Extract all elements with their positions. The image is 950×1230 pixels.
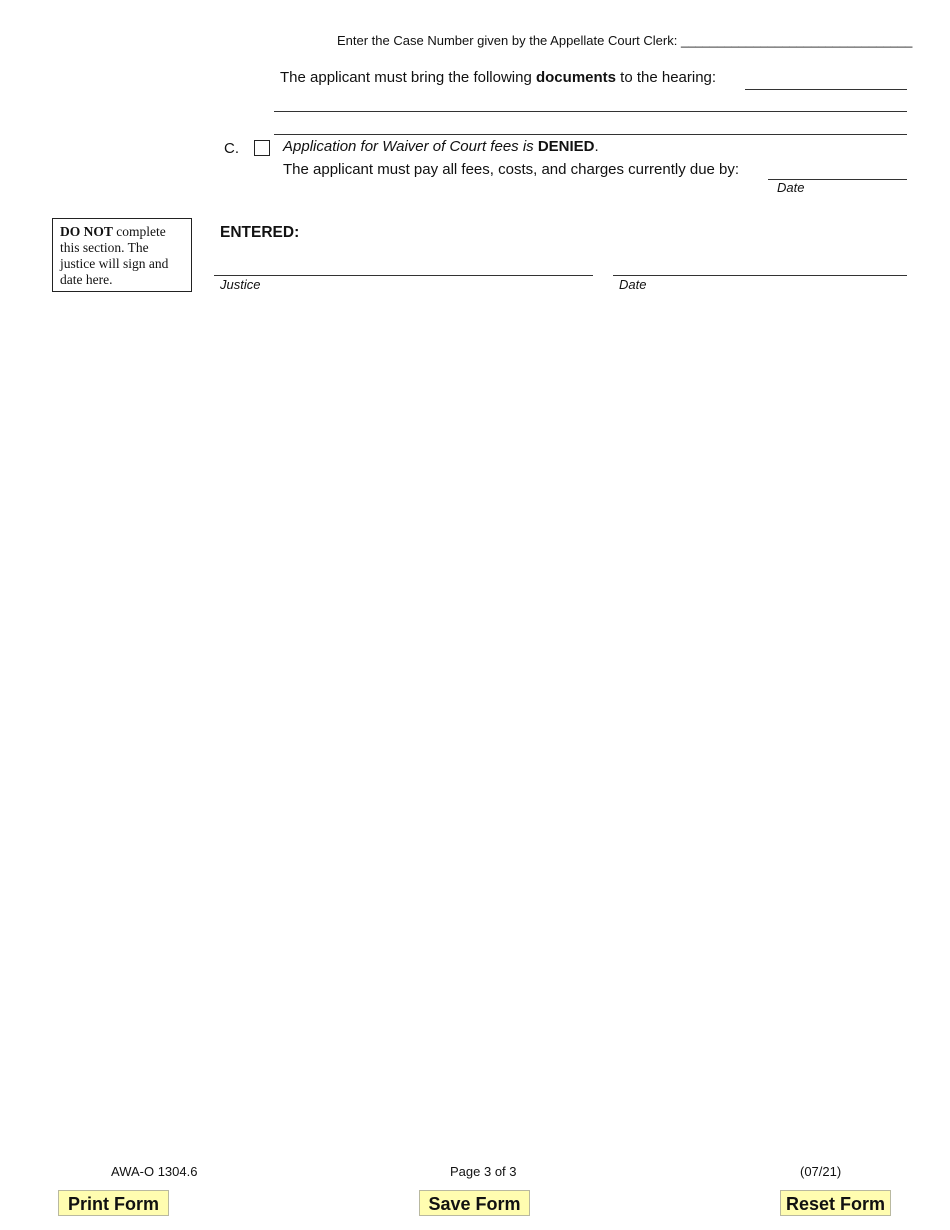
do-not-complete-note bbox=[52, 218, 192, 292]
section-c-letter: C. bbox=[224, 140, 239, 157]
documents-field-line-1[interactable] bbox=[745, 89, 907, 90]
pay-instruction: The applicant must pay all fees, costs, and charges currently due by: bbox=[283, 161, 740, 178]
form-code: AWA-O 1304.6 bbox=[111, 1164, 198, 1179]
note-bold: DO NOT bbox=[60, 224, 113, 239]
denied-statement bbox=[283, 138, 599, 155]
denied-checkbox[interactable] bbox=[254, 140, 270, 156]
entered-date-line[interactable] bbox=[613, 275, 907, 276]
denied-bold-text: DENIED bbox=[537, 138, 595, 155]
case-number-label: Enter the Case Number given by the Appellate Court Clerk: bbox=[337, 33, 678, 48]
documents-instruction bbox=[280, 69, 716, 86]
reset-form-button[interactable]: Reset Form bbox=[780, 1190, 891, 1216]
justice-signature-line[interactable] bbox=[214, 275, 593, 276]
denied-italic-text: Application for Waiver of Court fees is bbox=[283, 138, 538, 155]
documents-field-line-3[interactable] bbox=[274, 134, 907, 135]
documents-field-line-2[interactable] bbox=[274, 111, 907, 112]
case-number-field[interactable]: ________________________________ bbox=[680, 33, 913, 48]
note-text: complete this section. The justice will sign and date here. bbox=[60, 224, 169, 287]
denied-end: . bbox=[594, 138, 599, 155]
pay-date-caption: Date bbox=[777, 180, 805, 195]
revision-date: (07/21) bbox=[800, 1164, 842, 1179]
justice-caption: Justice bbox=[220, 277, 261, 292]
documents-prefix: The applicant must bring the following bbox=[280, 69, 536, 86]
documents-suffix: to the hearing: bbox=[616, 69, 717, 86]
page-indicator: Page 3 of 3 bbox=[450, 1164, 517, 1179]
entered-heading: ENTERED: bbox=[220, 224, 300, 241]
case-number-row bbox=[337, 33, 912, 48]
documents-bold: documents bbox=[535, 69, 616, 86]
entered-date-caption: Date bbox=[619, 277, 647, 292]
save-form-button[interactable]: Save Form bbox=[419, 1190, 530, 1216]
print-form-button[interactable]: Print Form bbox=[58, 1190, 169, 1216]
